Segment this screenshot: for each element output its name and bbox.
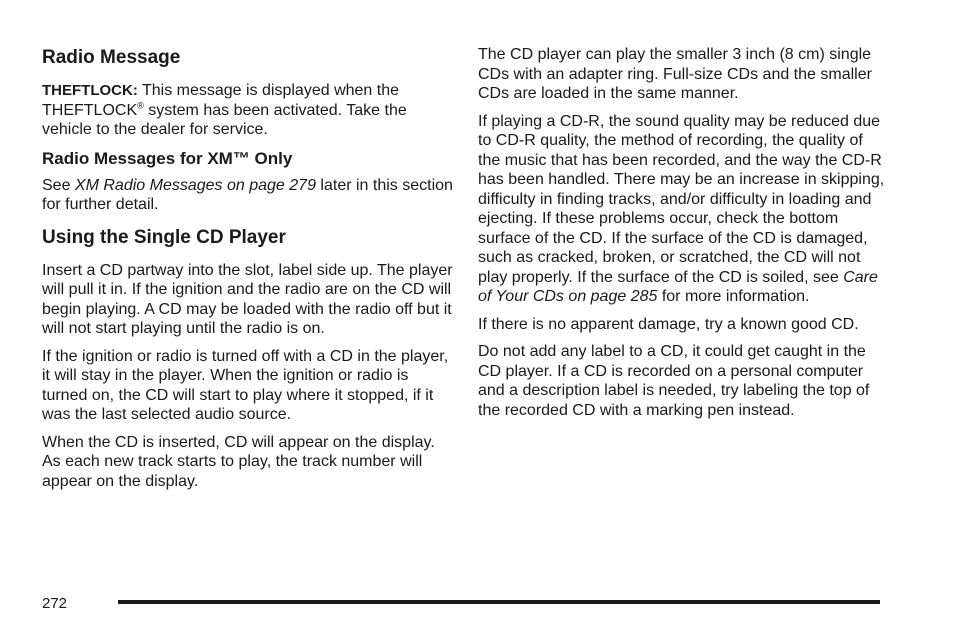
radio-message-heading: Radio Message: [42, 47, 181, 68]
theftlock-paragraph: [42, 81, 454, 140]
theftlock-text-a: This message is displayed when the THEFTLOCK: [42, 82, 400, 119]
xm-text-a: See: [42, 176, 75, 194]
footer-rule: [118, 600, 880, 604]
registered-mark: ®: [137, 100, 144, 111]
theftlock-label: THEFTLOCK:: [42, 82, 138, 99]
single-cd-paragraph-1: Insert a CD partway into the slot, label side up. The player will pull it in. If the ignition and the radio are on the CD will begin playing. A CD may be loaded with the radio off but it will not start playing until the radio is on.: [42, 261, 453, 337]
cd-r-text-b: for more information.: [657, 288, 810, 305]
page-number: 272: [42, 595, 68, 612]
xm-heading: Radio Messages for XM™ Only: [42, 148, 293, 168]
xm-text-b: later in this section for further detail.: [42, 176, 453, 213]
xm-page-reference[interactable]: XM Radio Messages on page 279: [74, 176, 316, 194]
care-page-reference[interactable]: Care of Your CDs on page 285: [478, 268, 878, 305]
single-cd-paragraph-3: When the CD is inserted, CD will appear on the display. As each new track starts to play, the track number will appear on the display.: [42, 433, 435, 490]
cd-r-paragraph: [478, 112, 888, 307]
known-good-cd-paragraph: If there is no apparent damage, try a known good CD.: [478, 315, 859, 333]
left-column: [42, 45, 454, 499]
xm-paragraph: [42, 176, 454, 215]
right-column: [478, 45, 888, 428]
cd-r-text-a: If playing a CD-R, the sound quality may be reduced due to CD-R quality, the method of recording, the quality of the music that has been recorded, and the way the CD-R has been handled. There may be an increase in skipping, difficulty in finding tracks, and/or difficulty in loading and ejecting. If these problems occur, check the bottom surface of the CD. If the surface of the CD is damaged, such as cracked, broken, or scratched, the CD will not play properly. If the surface of the CD is soiled, see: [478, 112, 885, 286]
single-cd-paragraph-2: If the ignition or radio is turned off with a CD in the player, it will stay in the player. When the ignition or radio is turned on, the CD will start to play where it stopped, if it was the last selected audio source.: [42, 347, 449, 423]
single-cd-heading: Using the Single CD Player: [42, 226, 286, 248]
cd-size-paragraph: The CD player can play the smaller 3 inch (8 cm) single CDs with an adapter ring. Full-size CDs and the smaller CDs are loaded in the same manner.: [478, 46, 872, 102]
label-warning-paragraph: Do not add any label to a CD, it could get caught in the CD player. If a CD is recorded on a personal computer and a description label is needed, try labeling the top of the recorded CD with a marking pen instead.: [478, 343, 870, 419]
theftlock-text-b: system has been activated. Take the vehicle to the dealer for service.: [42, 101, 407, 138]
